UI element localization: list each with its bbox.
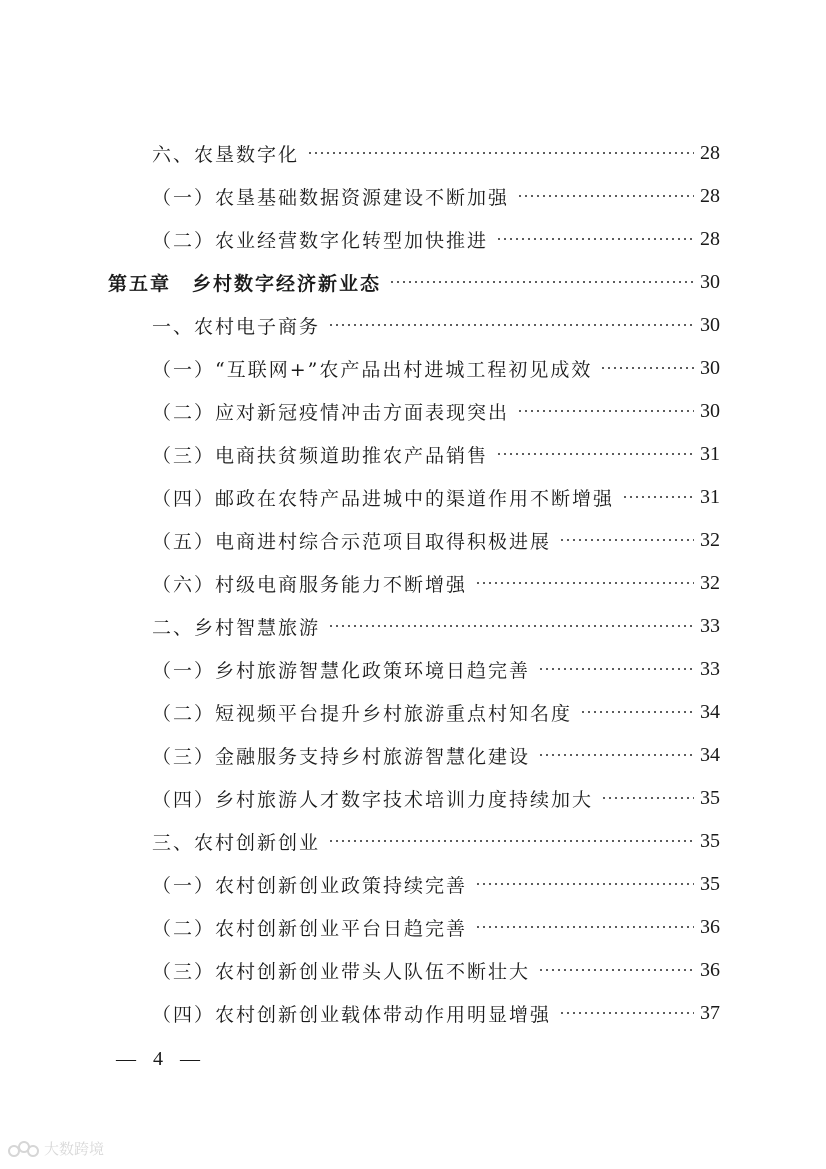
dot-leader [517, 410, 694, 412]
toc-subsection-row[interactable] [152, 439, 720, 469]
toc-entry-title: 二、乡村智慧旅游 [152, 616, 321, 639]
toc-entry-title: （三）电商扶贫频道助推农产品销售 [152, 444, 489, 467]
toc-entry-title: （四）农村创新创业载体带动作用明显增强 [152, 1003, 552, 1026]
toc-page-number: 30 [700, 313, 720, 336]
dot-leader [328, 625, 694, 627]
toc-entry-title: （三）金融服务支持乡村旅游智慧化建设 [152, 745, 531, 768]
watermark [6, 1138, 104, 1159]
toc-subsection-row[interactable] [152, 740, 720, 770]
toc-section-row[interactable] [152, 611, 720, 641]
toc-entry-title: （一）“互联网+”农产品出村进城工程初见成效 [152, 358, 593, 381]
dot-leader [496, 238, 694, 240]
toc-subsection-row[interactable] [152, 568, 720, 598]
dot-leader [580, 711, 694, 713]
toc-page-number: 36 [700, 915, 720, 938]
toc-page-number: 30 [700, 356, 720, 379]
toc-page-number: 33 [700, 614, 720, 637]
dot-leader [328, 324, 694, 326]
dot-leader [496, 453, 694, 455]
toc-subsection-row[interactable] [152, 955, 720, 985]
toc-page-number: 35 [700, 872, 720, 895]
toc-subsection-row[interactable] [152, 998, 720, 1028]
toc-entry-title: （二）应对新冠疫情冲击方面表现突出 [152, 401, 510, 424]
dot-leader [328, 840, 694, 842]
toc-page-number: 31 [700, 485, 720, 508]
toc-page-number: 34 [700, 743, 720, 766]
dot-leader [538, 969, 694, 971]
toc-entry-title: 第五章 乡村数字经济新业态 [108, 272, 382, 295]
toc-entry-title: （四）乡村旅游人才数字技术培训力度持续加大 [152, 788, 594, 811]
toc-entry-title: （三）农村创新创业带头人队伍不断壮大 [152, 960, 531, 983]
toc-page-number: 31 [700, 442, 720, 465]
toc-subsection-row[interactable] [152, 396, 720, 426]
toc-page-number: 35 [700, 786, 720, 809]
dot-leader [475, 883, 694, 885]
dot-leader [538, 668, 694, 670]
toc-entry-title: 一、农村电子商务 [152, 315, 321, 338]
toc-page-number: 30 [700, 399, 720, 422]
toc-subsection-row[interactable] [152, 224, 720, 254]
toc-entry-title: 六、农垦数字化 [152, 143, 300, 166]
toc-page-number: 33 [700, 657, 720, 680]
dot-leader [559, 1012, 694, 1014]
toc-subsection-row[interactable] [152, 482, 720, 512]
toc-entry-title: 三、农村创新创业 [152, 831, 321, 854]
toc-page-number: 34 [700, 700, 720, 723]
toc-entry-title: （一）农垦基础数据资源建设不断加强 [152, 186, 510, 209]
toc-entry-title: （六）村级电商服务能力不断增强 [152, 573, 468, 596]
dot-leader [475, 582, 694, 584]
toc-entry-title: （二）农村创新创业平台日趋完善 [152, 917, 468, 940]
dot-leader [538, 754, 694, 756]
dot-leader [307, 152, 694, 154]
dot-leader [517, 195, 694, 197]
watermark-text: 大数跨境 [44, 1140, 105, 1158]
toc-page-number: 28 [700, 141, 720, 164]
dot-leader [600, 367, 694, 369]
dot-leader [475, 926, 694, 928]
toc-page-number: 28 [700, 227, 720, 250]
toc-subsection-row[interactable] [152, 181, 720, 211]
toc-page-number: 36 [700, 958, 720, 981]
toc-subsection-row[interactable] [152, 869, 720, 899]
toc-subsection-row[interactable] [152, 654, 720, 684]
toc-subsection-row[interactable] [152, 783, 720, 813]
toc-entry-title: （一）农村创新创业政策持续完善 [152, 874, 468, 897]
brand-logo-icon [6, 1139, 40, 1159]
toc-section-row[interactable] [152, 826, 720, 856]
toc-page-number: 37 [700, 1001, 720, 1024]
toc-page-number: 32 [700, 571, 720, 594]
toc-page-number: 28 [700, 184, 720, 207]
toc-subsection-row[interactable] [152, 353, 720, 383]
dot-leader [389, 281, 694, 283]
page-number: — 4 — [116, 1048, 206, 1070]
toc-page-number: 32 [700, 528, 720, 551]
toc-page-number: 35 [700, 829, 720, 852]
dot-leader [622, 496, 694, 498]
dot-leader [559, 539, 694, 541]
toc-subsection-row[interactable] [152, 697, 720, 727]
toc-page-number: 30 [700, 270, 720, 293]
toc-entry-title: （一）乡村旅游智慧化政策环境日趋完善 [152, 659, 531, 682]
toc-entry-title: （二）农业经营数字化转型加快推进 [152, 229, 489, 252]
toc-subsection-row[interactable] [152, 912, 720, 942]
toc-chapter-row[interactable] [108, 267, 720, 297]
toc-entry-title: （五）电商进村综合示范项目取得积极进展 [152, 530, 552, 553]
dot-leader [601, 797, 694, 799]
toc-subsection-row[interactable] [152, 525, 720, 555]
toc-entry-title: （二）短视频平台提升乡村旅游重点村知名度 [152, 702, 573, 725]
toc-section-row[interactable] [152, 138, 720, 168]
toc-entry-title: （四）邮政在农特产品进城中的渠道作用不断增强 [152, 487, 615, 510]
toc-section-row[interactable] [152, 310, 720, 340]
